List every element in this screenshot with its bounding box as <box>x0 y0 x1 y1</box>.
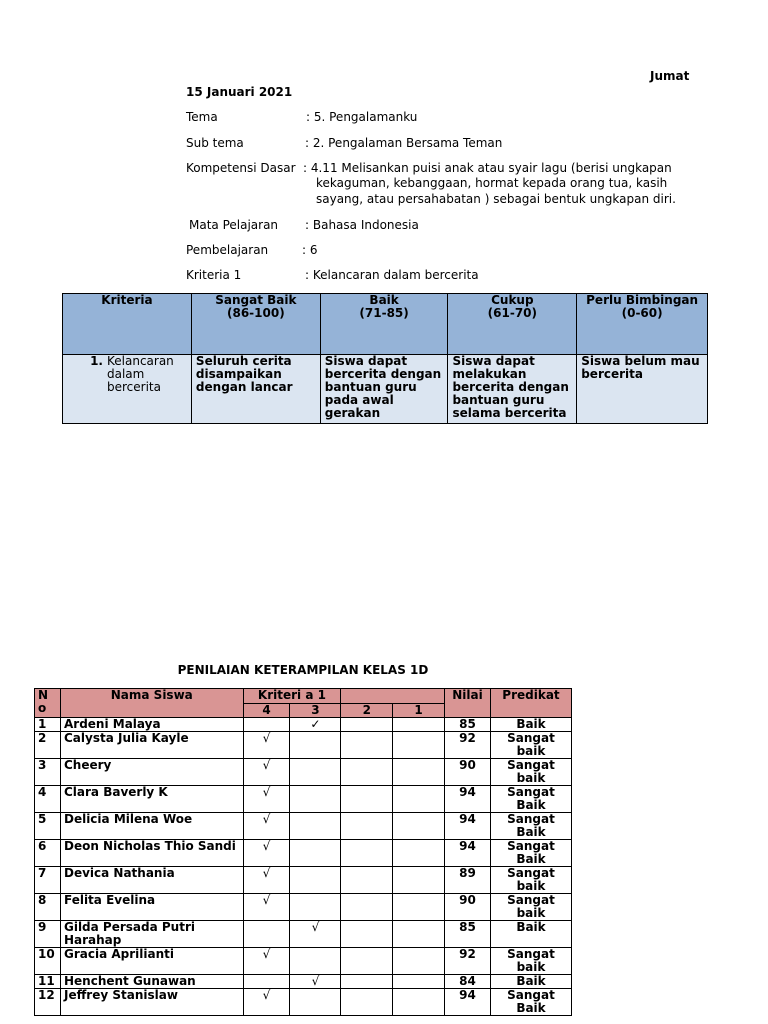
rubric-header-row <box>63 294 708 355</box>
check-level-3 <box>290 813 341 840</box>
check-level-4: √ <box>243 894 290 921</box>
nilai-cell: 94 <box>445 786 491 813</box>
check-level-1 <box>393 813 445 840</box>
scores-header-row <box>35 689 572 704</box>
kriteria-value: : Kelancaran dalam bercerita <box>305 268 479 282</box>
kd-value-line-3: sayang, atau persahabatan ) sebagai bentuk ungkapan diri. <box>316 192 676 206</box>
nilai-cell: 92 <box>445 732 491 759</box>
rubric-header-kriteria: Kriteria <box>63 294 192 355</box>
pembelajaran-value: : 6 <box>302 243 318 257</box>
table-row <box>35 975 572 989</box>
student-name: Gilda Persada Putri Harahap <box>60 921 243 948</box>
nilai-cell: 94 <box>445 813 491 840</box>
predikat-cell: Sangat Baik <box>490 786 571 813</box>
predikat-cell: Sangat baik <box>490 759 571 786</box>
table-row <box>35 786 572 813</box>
check-level-2 <box>341 989 393 1016</box>
table-row <box>35 894 572 921</box>
table-row <box>35 948 572 975</box>
check-level-4: √ <box>243 759 290 786</box>
check-level-3 <box>290 840 341 867</box>
check-level-1 <box>393 989 445 1016</box>
row-number: 3 <box>35 759 61 786</box>
kd-label: Kompetensi Dasar <box>186 161 296 175</box>
mapel-label: Mata Pelajaran <box>189 218 279 232</box>
nilai-cell: 90 <box>445 894 491 921</box>
row-number: 12 <box>35 989 61 1016</box>
row-number: 10 <box>35 948 61 975</box>
check-level-4: √ <box>243 989 290 1016</box>
table-row <box>35 759 572 786</box>
nilai-cell: 94 <box>445 989 491 1016</box>
student-name: Deon Nicholas Thio Sandi <box>60 840 243 867</box>
kriteria-label: Kriteria 1 <box>186 268 242 282</box>
day-label: Jumat <box>650 69 690 83</box>
check-level-2 <box>341 813 393 840</box>
rubric-cukup-desc: Siswa dapat melakukan bercerita dengan bantuan guru selama bercerita <box>448 355 577 424</box>
scores-table <box>34 688 572 1016</box>
predikat-cell: Sangat Baik <box>490 840 571 867</box>
rubric-table <box>62 293 708 424</box>
check-level-4 <box>243 718 290 732</box>
tema-label: Tema <box>186 110 218 124</box>
nilai-cell: 90 <box>445 759 491 786</box>
check-level-3 <box>290 759 341 786</box>
scores-title: PENILAIAN KETERAMPILAN KELAS 1D <box>177 663 429 677</box>
student-name: Devica Nathania <box>60 867 243 894</box>
check-level-3 <box>290 948 341 975</box>
table-row <box>35 813 572 840</box>
predikat-cell: Sangat baik <box>490 732 571 759</box>
check-level-3: ✓ <box>290 718 341 732</box>
check-level-1 <box>393 975 445 989</box>
check-level-2 <box>341 732 393 759</box>
row-number: 11 <box>35 975 61 989</box>
header-nilai: Nilai <box>445 689 491 718</box>
rubric-header-sangat-baik: Sangat Baik (86-100) <box>191 294 320 355</box>
check-level-3 <box>290 867 341 894</box>
nilai-cell: 89 <box>445 867 491 894</box>
table-row <box>35 718 572 732</box>
header-level-2: 2 <box>341 703 393 718</box>
row-number: 4 <box>35 786 61 813</box>
date-label: 15 Januari 2021 <box>186 85 293 99</box>
check-level-2 <box>341 718 393 732</box>
predikat-cell: Sangat baik <box>490 948 571 975</box>
check-level-4: √ <box>243 813 290 840</box>
rubric-row <box>63 355 708 424</box>
student-name: Delicia Milena Woe <box>60 813 243 840</box>
check-level-4 <box>243 921 290 948</box>
row-number: 6 <box>35 840 61 867</box>
predikat-cell: Baik <box>490 975 571 989</box>
subtema-label: Sub tema <box>186 136 244 150</box>
check-level-1 <box>393 894 445 921</box>
mapel-value: : Bahasa Indonesia <box>305 218 419 232</box>
predikat-cell: Baik <box>490 921 571 948</box>
check-level-2 <box>341 867 393 894</box>
check-level-3 <box>290 786 341 813</box>
check-level-2 <box>341 759 393 786</box>
check-level-4 <box>243 975 290 989</box>
check-level-2 <box>341 840 393 867</box>
rubric-header-cukup: Cukup (61-70) <box>448 294 577 355</box>
check-level-1 <box>393 921 445 948</box>
tema-value: : 5. Pengalamanku <box>306 110 418 124</box>
table-row <box>35 732 572 759</box>
check-level-2 <box>341 894 393 921</box>
pembelajaran-label: Pembelajaran <box>186 243 269 257</box>
table-row <box>35 989 572 1016</box>
predikat-cell: Baik <box>490 718 571 732</box>
header-predikat: Predikat <box>490 689 571 718</box>
row-number: 7 <box>35 867 61 894</box>
scores-body <box>35 718 572 1016</box>
nilai-cell: 85 <box>445 921 491 948</box>
header-level-4: 4 <box>243 703 290 718</box>
rubric-header-perlu-bimbingan: Perlu Bimbingan (0-60) <box>577 294 708 355</box>
check-level-4: √ <box>243 948 290 975</box>
student-name: Ardeni Malaya <box>60 718 243 732</box>
subtema-value: : 2. Pengalaman Bersama Teman <box>305 136 503 150</box>
student-name: Henchent Gunawan <box>60 975 243 989</box>
student-name: Cheery <box>60 759 243 786</box>
header-level-1: 1 <box>393 703 445 718</box>
check-level-4: √ <box>243 840 290 867</box>
check-level-1 <box>393 759 445 786</box>
table-row <box>35 921 572 948</box>
check-level-3: √ <box>290 921 341 948</box>
check-level-1 <box>393 732 445 759</box>
check-level-3 <box>290 989 341 1016</box>
row-number: 1 <box>35 718 61 732</box>
rubric-perlu-bimbingan-desc: Siswa belum mau bercerita <box>577 355 708 424</box>
check-level-1 <box>393 786 445 813</box>
header-level-3: 3 <box>290 703 341 718</box>
nilai-cell: 94 <box>445 840 491 867</box>
student-name: Jeffrey Stanislaw <box>60 989 243 1016</box>
check-level-2 <box>341 786 393 813</box>
check-level-1 <box>393 718 445 732</box>
row-number: 9 <box>35 921 61 948</box>
check-level-4: √ <box>243 867 290 894</box>
row-number: 2 <box>35 732 61 759</box>
check-level-3 <box>290 894 341 921</box>
check-level-1 <box>393 948 445 975</box>
kd-value-line-1: : 4.11 Melisankan puisi anak atau syair lagu (berisi ungkapan <box>303 161 672 175</box>
predikat-cell: Sangat baik <box>490 894 571 921</box>
rubric-baik-desc: Siswa dapat bercerita dengan bantuan guru pada awal gerakan <box>320 355 448 424</box>
predikat-cell: Sangat Baik <box>490 813 571 840</box>
rubric-sangat-baik-desc: Seluruh cerita disampaikan dengan lancar <box>191 355 320 424</box>
student-name: Felita Evelina <box>60 894 243 921</box>
table-row <box>35 867 572 894</box>
nilai-cell: 84 <box>445 975 491 989</box>
student-name: Clara Baverly K <box>60 786 243 813</box>
predikat-cell: Sangat Baik <box>490 989 571 1016</box>
nilai-cell: 92 <box>445 948 491 975</box>
rubric-criterion-text: Kelancaran dalam bercerita <box>107 354 174 394</box>
check-level-2 <box>341 921 393 948</box>
header-kriteria: Kriteri a 1 <box>243 689 341 704</box>
predikat-cell: Sangat baik <box>490 867 571 894</box>
student-name: Gracia Aprilianti <box>60 948 243 975</box>
check-level-2 <box>341 948 393 975</box>
row-number: 8 <box>35 894 61 921</box>
header-nama-siswa: Nama Siswa <box>60 689 243 718</box>
rubric-criterion-cell <box>63 355 192 424</box>
header-no: N o <box>35 689 61 718</box>
check-level-2 <box>341 975 393 989</box>
student-name: Calysta Julia Kayle <box>60 732 243 759</box>
check-level-1 <box>393 867 445 894</box>
rubric-criterion-number: 1. <box>90 354 103 368</box>
rubric-header-baik: Baik (71-85) <box>320 294 448 355</box>
nilai-cell: 85 <box>445 718 491 732</box>
check-level-1 <box>393 840 445 867</box>
check-level-3: √ <box>290 975 341 989</box>
check-level-3 <box>290 732 341 759</box>
row-number: 5 <box>35 813 61 840</box>
table-row <box>35 840 572 867</box>
check-level-4: √ <box>243 732 290 759</box>
kd-value-line-2: kekaguman, kebanggaan, hormat kepada orang tua, kasih <box>316 176 668 190</box>
header-kriteria-blank <box>341 689 445 704</box>
check-level-4: √ <box>243 786 290 813</box>
